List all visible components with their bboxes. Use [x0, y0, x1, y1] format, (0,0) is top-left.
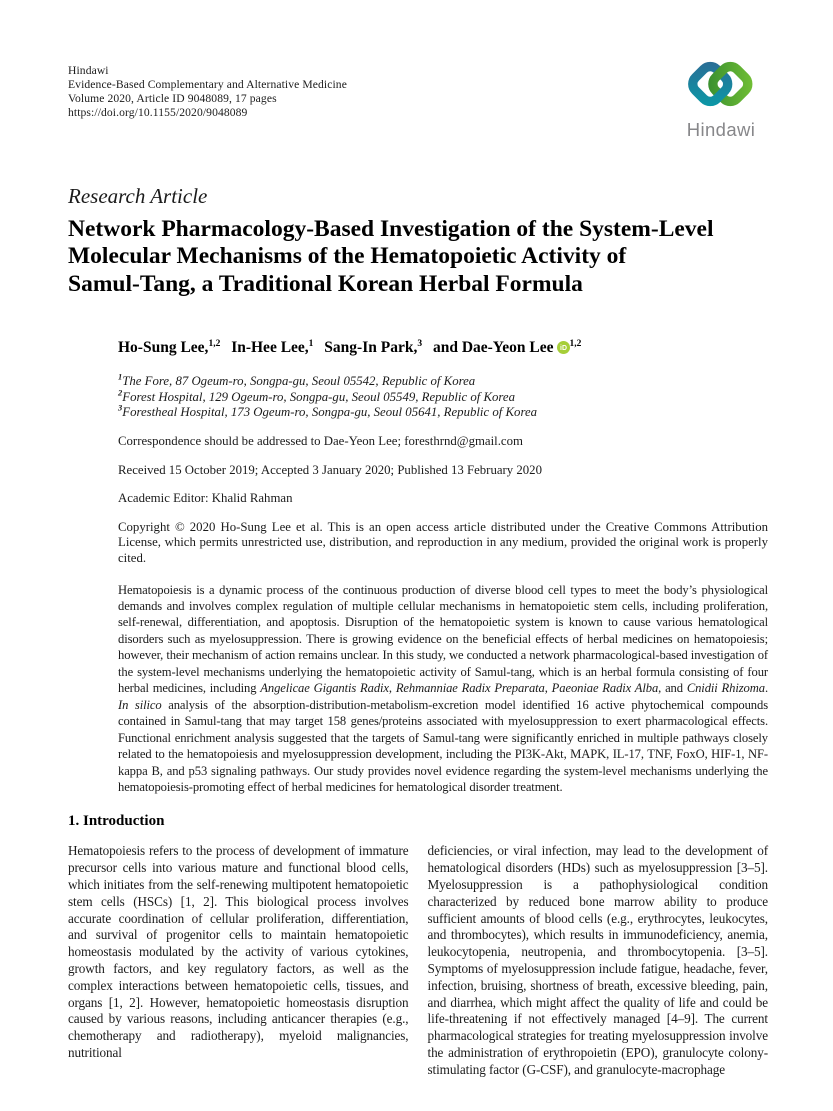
author: Sang-In Park,$^3$ [324, 339, 423, 357]
masthead [68, 64, 765, 122]
title-line: Network Pharmacology-Based Investigation of the System-Level [68, 216, 714, 242]
affiliation-marker: 3 [417, 339, 423, 350]
volume-info: Volume 2020, Article ID 9048089, 17 pages [68, 92, 277, 105]
article-type: Research Article [68, 184, 208, 208]
publisher-block [68, 64, 765, 120]
section-heading: 1. Introduction [68, 813, 165, 830]
abstract: Hematopoiesis is a dynamic process of the continuous production of diverse blood cell types to meet the body’s physiological demands and involves complex regulation of multiple cellular mechanisms in hematopoietic stem cells, including proliferation, self-renewal, differentiation, and apoptosis. Disruption of the hematopoietic system is known to cause various hematological disorders such as myelosuppression. There is growing evidence on the beneficial effects of herbal medicines on hematopoiesis; however, their mechanism of action remains unclear. In this study, we conducted a network pharmacological-based investigation of the system-level mechanisms underlying the hematopoietic activity of Samul-tang, which is an herbal formula consisting of four herbal medicines, including Angelicae Gigantis Radix, Rehmanniae Radix Preparata, Paeoniae Radix Alba, and Cnidii Rhizoma. In silico analysis of the absorption-distribution-metabolism-excretion model identified 16 active phytochemical compounds contained in Samul-tang that may target 158 genes/proteins associated with myelosuppression to exert pharmacological effects. Functional enrichment analysis suggested that the targets of Samul-tang were significantly enriched in multiple pathways closely related to the hematopoiesis and myelosuppression development, including the PI3K-Akt, MAPK, IL-17, TNF, FoxO, HIF-1, NF-kappa B, and p53 signaling pathways. Our study provides novel evidence regarding the system-level mechanisms underlying the hematopoiesis-promoting effect of herbal medicines for hematological disorder treatment. [118, 582, 768, 794]
copyright-notice: Copyright © 2020 Ho-Sung Lee et al. This is an open access article distributed under the Creative Commons Attribution License, which permits unrestricted use, distribution, and reproduction in any medium, provided the original work is properly cited. [118, 519, 768, 565]
herb-name: Cnidii Rhizoma [686, 681, 765, 696]
publisher-name: Hindawi [68, 64, 109, 77]
affiliation: $^2$Forest Hospital, 129 Ogeum-ro, Songpa-gu, Seoul 05549, Republic of Korea [118, 387, 516, 404]
title-line: Samul-Tang, a Traditional Korean Herbal Formula [68, 270, 583, 297]
orcid-icon[interactable] [557, 341, 570, 354]
article-title [68, 216, 773, 298]
hindawi-logo [665, 56, 777, 141]
affiliation-marker: 1,2 [208, 339, 221, 350]
affiliation-marker: 1 [308, 339, 314, 350]
doi-link[interactable]: https://doi.org/10.1155/2020/9048089 [68, 106, 248, 119]
herb-name: Rehmanniae Radix Preparata [395, 681, 545, 696]
latin-term: In silico [118, 697, 162, 712]
journal-name: Evidence-Based Complementary and Alternative Medicine [68, 78, 347, 91]
hindawi-rings-icon [682, 56, 760, 112]
intro-column-right: deficiencies, or viral infection, may lead to the development of hematological disorders (HDs) such as myelosuppression [3–5]. Myelosuppression is a pathophysiological condition characterized by reduced bone marrow ability to produce sufficient amounts of blood cells (e.g., erythrocytes, leukocytes, and thrombocytes), which results in immunodeficiency, anemia, leukocytopenia, neutropenia, and thrombocytopenia. [3–5]. Symptoms of myelosuppression include fatigue, headache, fever, infection, bruising, shortness of breath, excessive bleeding, pain, and diarrhea, which might affect the quality of life and could be life-threatening if not effectively managed [4–9]. The current pharmacological strategies for treating myelosuppression involve the administration of erythropoietin (EPO), granulocyte colony-stimulating factor (G-CSF), and granulocyte-macrophage [427, 843, 768, 1077]
correspondence-line: Correspondence should be addressed to Dae-Yeon Lee; foresthrnd@gmail.com [118, 434, 523, 448]
affiliation-marker: 1,2 [569, 339, 582, 350]
author: and Dae-Yeon Lee iD $^{1,2}$ [432, 339, 582, 357]
author-byline [118, 339, 768, 357]
title-line: Molecular Mechanisms of the Hematopoietic Activity of [68, 243, 627, 270]
author: In-Hee Lee,$^1$ [231, 339, 314, 357]
history-line: Received 15 October 2019; Accepted 3 January 2020; Published 13 February 2020 [118, 462, 542, 477]
editor-line: Academic Editor: Khalid Rahman [118, 491, 293, 506]
affiliation-list [118, 371, 768, 421]
svg-text:iD: iD [559, 345, 567, 353]
author: Ho-Sung Lee,$^{1,2}$ [118, 339, 221, 357]
affiliation: $^3$Forestheal Hospital, 173 Ogeum-ro, Songpa-gu, Seoul 05641, Republic of Korea [118, 403, 538, 420]
herb-name: Paeoniae Radix Alba [551, 681, 659, 696]
herb-name: Angelicae Gigantis Radix [260, 681, 389, 696]
affiliation: $^1$The Fore, 87 Ogeum-ro, Songpa-gu, Seoul 05542, Republic of Korea [118, 371, 476, 389]
email-link[interactable]: foresthrnd@gmail.com [404, 434, 523, 448]
two-column-body [68, 843, 768, 1078]
intro-column-left: Hematopoiesis refers to the process of development of immature precursor cells into various mature and functional blood cells, which initiates from the self-renewing multipotent hematopoietic stem cells (HSCs) [1, 2]. This biological process involves accurate coordination of cellular proliferation, differentiation, and survival of progenitor cells to maintain hematopoietic homeostasis modulated by the activity of various cytokines, growth factors, and key regulatory factors, as well as the complex interactions between hematopoietic cells, tissues, and organs [1, 2]. However, hematopoietic homeostasis disruption caused by various reasons, including anticancer therapies (e.g., chemotherapy and radiotherapy), myeloid malignancies, nutritional [68, 843, 409, 1061]
hindawi-wordmark: Hindawi [686, 119, 756, 140]
